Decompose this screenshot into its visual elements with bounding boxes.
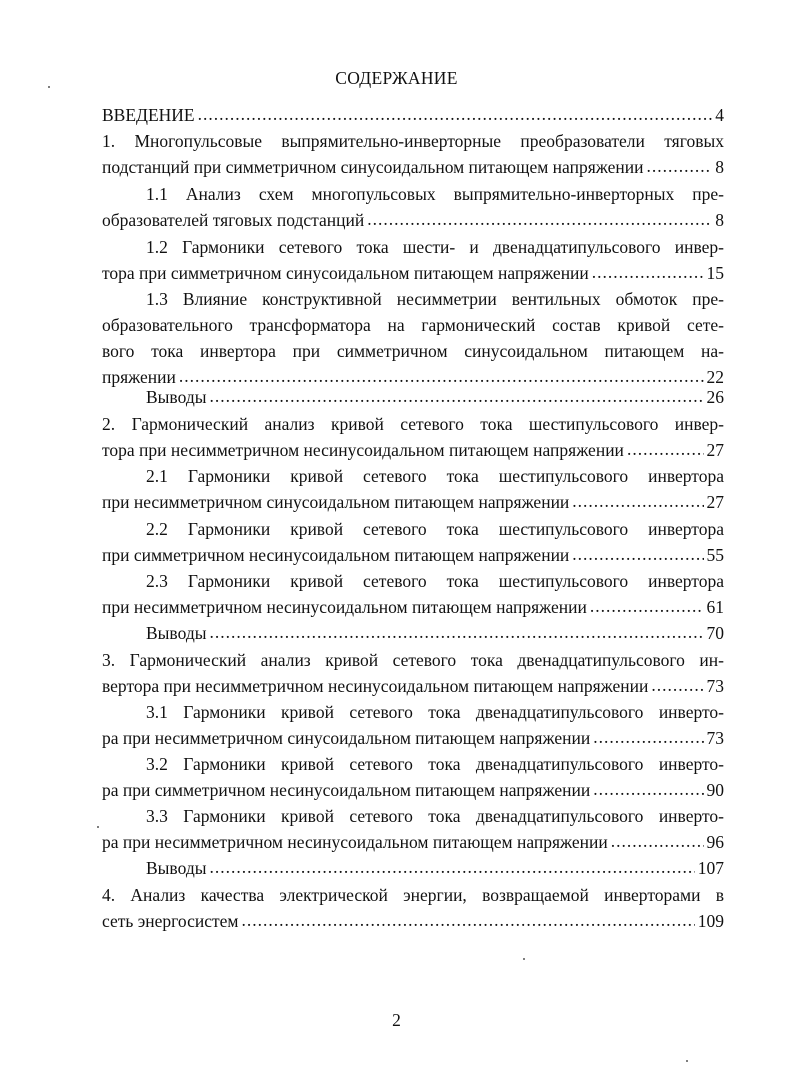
toc-entry-page: 22	[706, 367, 724, 387]
toc-entry	[102, 411, 724, 463]
scan-speck	[97, 826, 99, 828]
toc-entry-leader-line	[102, 489, 724, 515]
toc-entry-line: 4. Анализ качества электрической энергии, возвращаемой инверторами в	[102, 885, 724, 905]
toc-entry-leader-line	[102, 102, 724, 128]
toc-entry-page: 61	[706, 597, 724, 617]
toc-entry	[102, 102, 724, 128]
toc-entry-leader-line	[102, 260, 724, 286]
toc-entry-page: 73	[706, 676, 724, 696]
toc-entry-text: тора при симметричном синусоидальном питающем напряжении	[102, 263, 589, 283]
page-number: 2	[392, 1010, 401, 1030]
dot-leader	[627, 436, 704, 462]
toc-entry	[102, 128, 724, 180]
toc-entry-leader-line	[102, 207, 724, 233]
toc-entry	[102, 751, 724, 803]
toc-entry-line: 1. Многопульсовые выпрямительно-инверторные преобразователи тяговых	[102, 131, 724, 151]
dot-leader	[651, 672, 703, 698]
toc-entry-leader-line	[102, 908, 724, 934]
toc-entry	[102, 699, 724, 751]
toc-entry-line: 2. Гармонический анализ кривой сетевого тока шестипульсового инвер-	[102, 414, 724, 434]
toc-entry-text: вертора при несимметричном несинусоидальном питающем напряжении	[102, 676, 649, 696]
toc-entry-page: 27	[706, 440, 724, 460]
toc-entry-text: пряжении	[102, 367, 176, 387]
page-title: СОДЕРЖАНИЕ	[335, 68, 458, 88]
toc-entry-page: 27	[706, 492, 724, 512]
toc-entry-text: Выводы	[146, 858, 207, 878]
toc-entry	[102, 516, 724, 568]
toc-entry	[102, 463, 724, 515]
toc-entry-line: 2.1 Гармоники кривой сетевого тока шестипульсового инвертора	[146, 466, 724, 486]
dot-leader	[572, 488, 703, 514]
toc-entry-leader-line	[102, 673, 724, 699]
toc-entry-page: 90	[706, 780, 724, 800]
dot-leader	[209, 854, 694, 880]
dot-leader	[367, 206, 712, 232]
toc-entry	[102, 286, 724, 390]
dot-leader	[592, 259, 704, 285]
toc-entry	[102, 803, 724, 855]
toc-entry-line: 1.3 Влияние конструктивной несимметрии вентильных обмоток пре-	[146, 289, 724, 309]
toc-entry-page: 73	[706, 728, 724, 748]
dot-leader	[593, 724, 703, 750]
toc-entry-text: ра при симметричном несинусоидальном питающем напряжении	[102, 780, 591, 800]
toc-entry-page: 70	[706, 623, 724, 643]
toc-entry-leader-line	[102, 154, 724, 180]
toc-entry-line: 2.2 Гармоники кривой сетевого тока шестипульсового инвертора	[146, 519, 724, 539]
toc-entry-text: Выводы	[146, 387, 207, 407]
dot-leader	[590, 593, 704, 619]
scan-speck	[686, 1060, 688, 1062]
toc-entry-page: 109	[697, 911, 724, 931]
toc-entry-leader-line	[102, 829, 724, 855]
toc-entry	[102, 882, 724, 934]
toc-entry-line: 1.1 Анализ схем многопульсовых выпрямительно-инверторных пре-	[146, 184, 724, 204]
toc-entry-leader-line	[102, 437, 724, 463]
dot-leader	[241, 907, 694, 933]
dot-leader	[593, 776, 703, 802]
dot-leader	[209, 619, 703, 645]
toc-entry-line: 3.2 Гармоники кривой сетевого тока двенадцатипульсового инверто-	[146, 754, 724, 774]
toc-entry-page: 26	[706, 387, 724, 407]
toc-entry-leader-line	[102, 542, 724, 568]
toc-entry-leader-line	[102, 594, 724, 620]
toc-entry	[102, 568, 724, 620]
toc-entry-page: 8	[715, 157, 724, 177]
toc-entry-text: ВВЕДЕНИЕ	[102, 105, 195, 125]
toc-entry	[102, 181, 724, 233]
toc-entry	[102, 384, 724, 410]
dot-leader	[209, 383, 703, 409]
toc-entry-page: 8	[715, 210, 724, 230]
dot-leader	[611, 828, 704, 854]
toc-entry-page: 96	[706, 832, 724, 852]
toc-entry-page: 55	[706, 545, 724, 565]
toc-entry-leader-line	[102, 620, 724, 646]
toc-entry	[102, 647, 724, 699]
toc-entry-text: подстанций при симметричном синусоидальном питающем напряжении	[102, 157, 644, 177]
toc-entry-text: ра при несимметричном несинусоидальном питающем напряжении	[102, 832, 608, 852]
toc-entry-leader-line	[102, 725, 724, 751]
toc-entry	[102, 855, 724, 881]
toc-entry-page: 15	[706, 263, 724, 283]
dot-leader	[198, 101, 713, 127]
toc-entry-leader-line	[102, 855, 724, 881]
toc-entry-leader-line	[102, 384, 724, 410]
toc-entry-line: 3.3 Гармоники кривой сетевого тока двенадцатипульсового инверто-	[146, 806, 724, 826]
dot-leader	[646, 153, 712, 179]
toc-entry	[102, 620, 724, 646]
toc-entry-text: Выводы	[146, 623, 207, 643]
scan-speck	[48, 86, 50, 88]
toc-entry-line: 3. Гармонический анализ кривой сетевого тока двенадцатипульсового ин-	[102, 650, 724, 670]
toc-entry-page: 107	[697, 858, 724, 878]
toc-entry-line: 1.2 Гармоники сетевого тока шести- и двенадцатипульсового инвер-	[146, 237, 724, 257]
toc-entry-text: при несимметричном синусоидальном питающем напряжении	[102, 492, 570, 512]
toc-entry-line: образовательного трансформатора на гармонический состав кривой сете-	[102, 315, 724, 335]
toc-entry-text: ра при несимметричном синусоидальном питающем напряжении	[102, 728, 591, 748]
toc-entry-text: образователей тяговых подстанций	[102, 210, 365, 230]
dot-leader	[572, 541, 703, 567]
scan-speck	[523, 958, 525, 960]
toc-entry-text: сеть энергосистем	[102, 911, 239, 931]
toc-entry-line: 2.3 Гармоники кривой сетевого тока шестипульсового инвертора	[146, 571, 724, 591]
toc-entry	[102, 234, 724, 286]
toc-entry-text: при симметричном несинусоидальном питающем напряжении	[102, 545, 570, 565]
toc-entry-text: при несимметричном несинусоидальном питающем напряжении	[102, 597, 587, 617]
toc-entry-page: 4	[715, 105, 724, 125]
toc-entry-line: 3.1 Гармоники кривой сетевого тока двенадцатипульсового инверто-	[146, 702, 724, 722]
toc-entry-text: тора при несимметричном несинусоидальном питающем напряжении	[102, 440, 624, 460]
toc-entry-leader-line	[102, 777, 724, 803]
toc-entry-line: вого тока инвертора при симметричном синусоидальном питающем на-	[102, 341, 724, 361]
